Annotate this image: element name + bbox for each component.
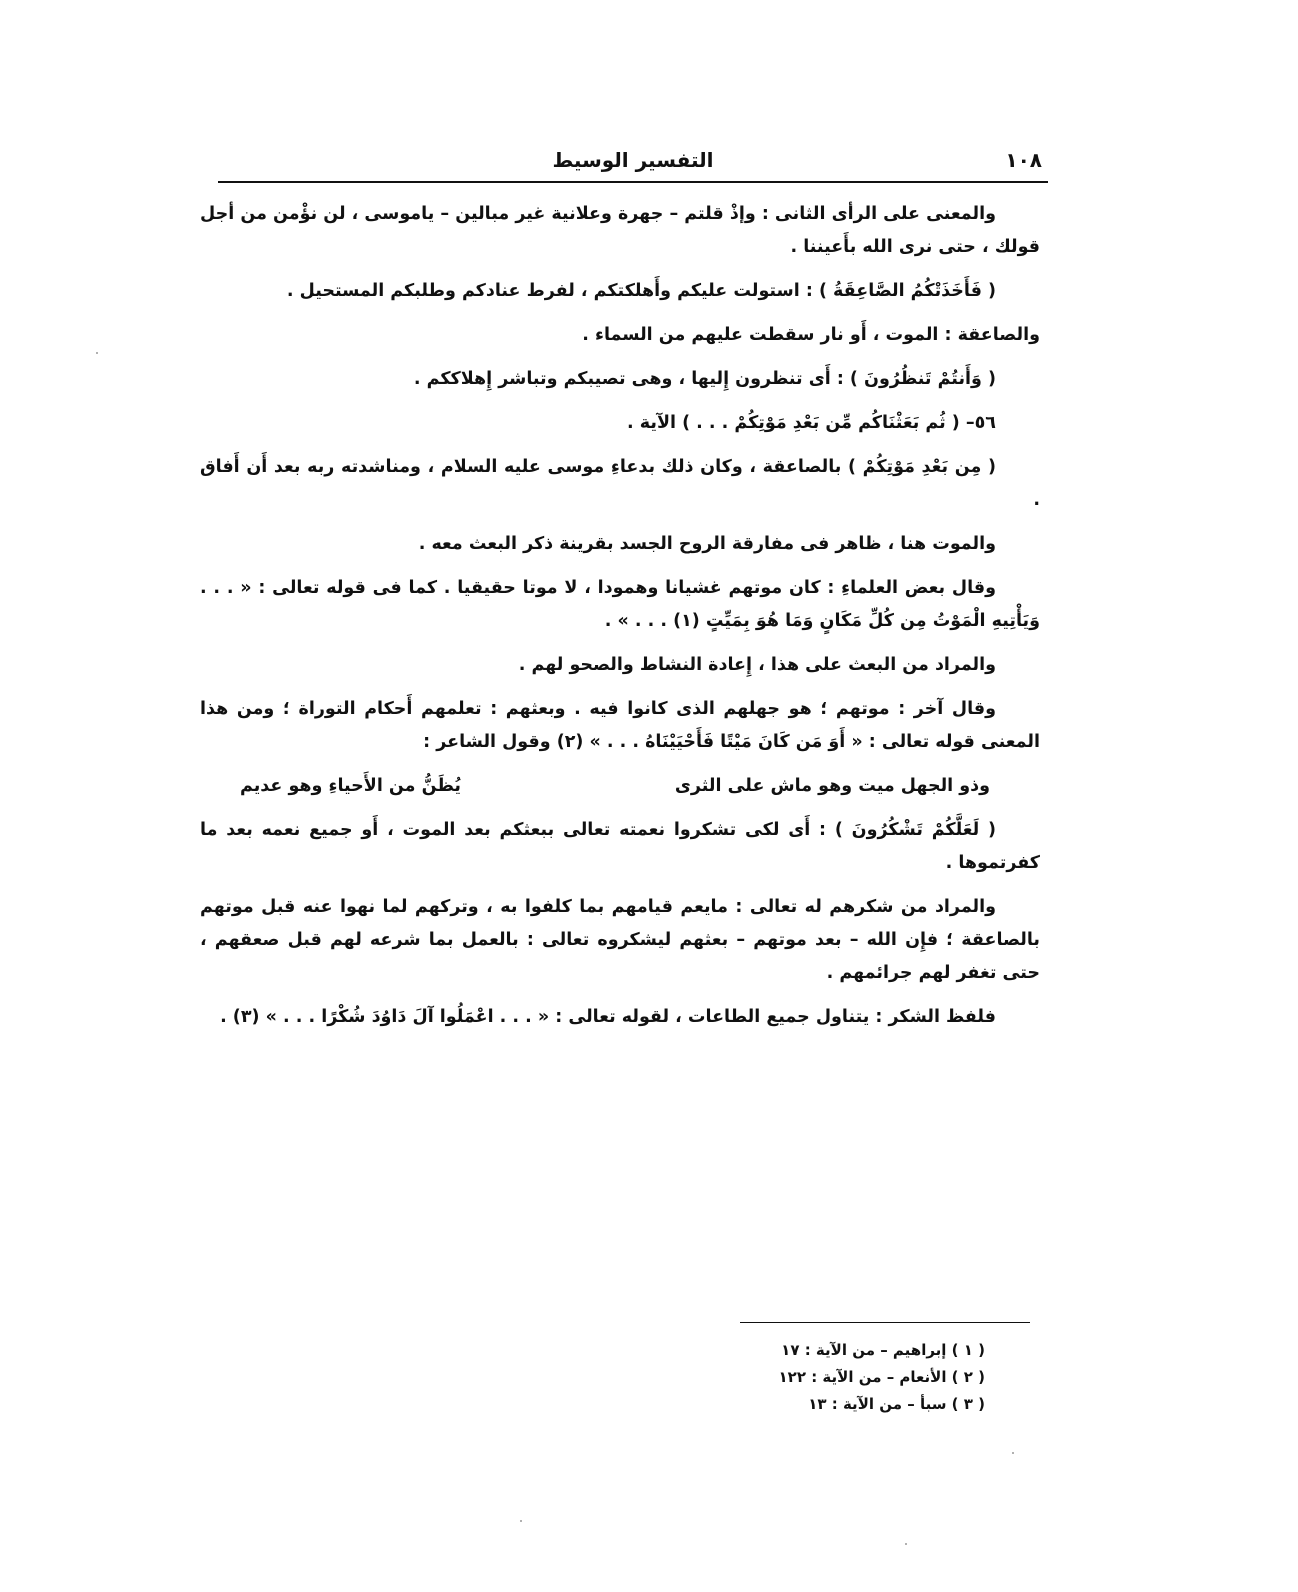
page-header <box>218 148 1048 178</box>
paragraph-death-here: والموت هنا ، ظاهر فى مفارقة الروح الجسد بقرينة ذكر البعث معه . <box>418 534 996 554</box>
verse-heading-56: ٥٦– ( ثُم بَعَثْنَاكُم مِّن بَعْدِ مَوْتِكُمْ . . . ) الآية . <box>627 413 996 433</box>
main-text <box>200 198 1040 1045</box>
header-divider <box>218 181 1048 183</box>
paragraph-you-were-watching: ( وَأَنتُمْ تَنظُرُونَ ) : أَى تنظرون إِليها ، وهى تصيبكم وتباشر إِهلاككم . <box>413 369 996 389</box>
paper-speck <box>520 1520 522 1522</box>
paragraph-meaning-of-thanks: والمراد من شكرهم له تعالى : مايعم قيامهم بما كلفوا به ، وتركهم لما نهوا عنه قبل موتهم بالصاعقة ؛ فإِن الله – بعد موتهم – بعثهم ليشكروه تعالى : بالعمل بما شرعه لهم قبل صعقهم ، حتى تغفر لهم جرائمهم . <box>200 897 1040 983</box>
paper-speck <box>1012 1452 1014 1454</box>
paragraph-word-thanks: فلفظ الشكر : يتناول جميع الطاعات ، لقوله تعالى : « . . . اعْمَلُوا آلَ دَاوُدَ شُكْرًا . . . » (٣) . <box>220 1007 996 1027</box>
paragraph-after-death: ( مِن بَعْدِ مَوْتِكُمْ ) بالصاعقة ، وكان ذلك بدعاءِ موسى عليه السلام ، ومناشدته ربه بعد أَن أَفاق . <box>200 457 1040 510</box>
paper-speck <box>96 352 98 354</box>
paragraph-thunderbolt-took: ( فَأَخَذَتْكُمُ الصَّاعِقَةُ ) : استولت عليكم وأَهلكتكم ، لفرط عنادكم وطلبكم المستحيل . <box>286 281 996 301</box>
footnote-2: ( ٢ ) الأنعام – من الآية : ١٢٢ <box>778 1368 985 1386</box>
running-title: التفسير الوسيط <box>552 148 714 172</box>
paragraph-resurrection-meaning: والمراد من البعث على هذا ، إِعادة النشاط والصحو لهم . <box>518 655 996 675</box>
footnote-3: ( ٣ ) سبأ – من الآية : ١٣ <box>808 1395 985 1413</box>
paragraph-another-said: وقال آخر : موتهم ؛ هو جهلهم الذى كانوا فيه . وبعثهم : تعلمهم أَحكام التوراة ؛ ومن هذا المعنى قوله تعالى : « أَوَ مَن كَانَ مَيْتًا فَأَحْيَيْنَاهُ . . . » (٢) وقول الشاعر : <box>200 699 1040 752</box>
poem-verse <box>200 770 1040 803</box>
poem-second-hemistich: يُظَنُّ من الأَحياءِ وهو عديم <box>240 776 461 796</box>
footnote-divider <box>740 1322 1030 1323</box>
page-number: ١٠٨ <box>1005 148 1042 172</box>
paragraph-second-opinion: والمعنى على الرأى الثانى : وإذْ قلتم – جهرة وعلانية غير مبالين – ياموسى ، لن نؤْمن من أجل قولك ، حتى نرى الله بأَعيننا . <box>200 204 1040 257</box>
footnotes <box>700 1337 985 1418</box>
paragraph-some-scholars: وقال بعض العلماءِ : كان موتهم غشيانا وهمودا ، لا موتا حقيقيا . كما فى قوله تعالى : « . . . وَيَأْتِيهِ الْمَوْتُ مِن كُلِّ مَكَانٍ وَمَا هُوَ بِمَيِّتٍ (١) . . . » . <box>200 578 1040 631</box>
paragraph-so-that-you-thank: ( لَعَلَّكُمْ تَشْكُرُونَ ) : أَى لكى تشكروا نعمته تعالى ببعثكم بعد الموت ، أَو جميع نعمه بعد ما كفرتموها . <box>200 820 1040 873</box>
poem-first-hemistich: وذو الجهل ميت وهو ماش على الثرى <box>674 776 990 796</box>
footnote-1: ( ١ ) إبراهيم – من الآية : ١٧ <box>781 1341 985 1359</box>
paper-speck <box>905 1543 907 1545</box>
paragraph-thunderbolt-definition: والصاعقة : الموت ، أَو نار سقطت عليهم من السماء . <box>582 325 1040 345</box>
